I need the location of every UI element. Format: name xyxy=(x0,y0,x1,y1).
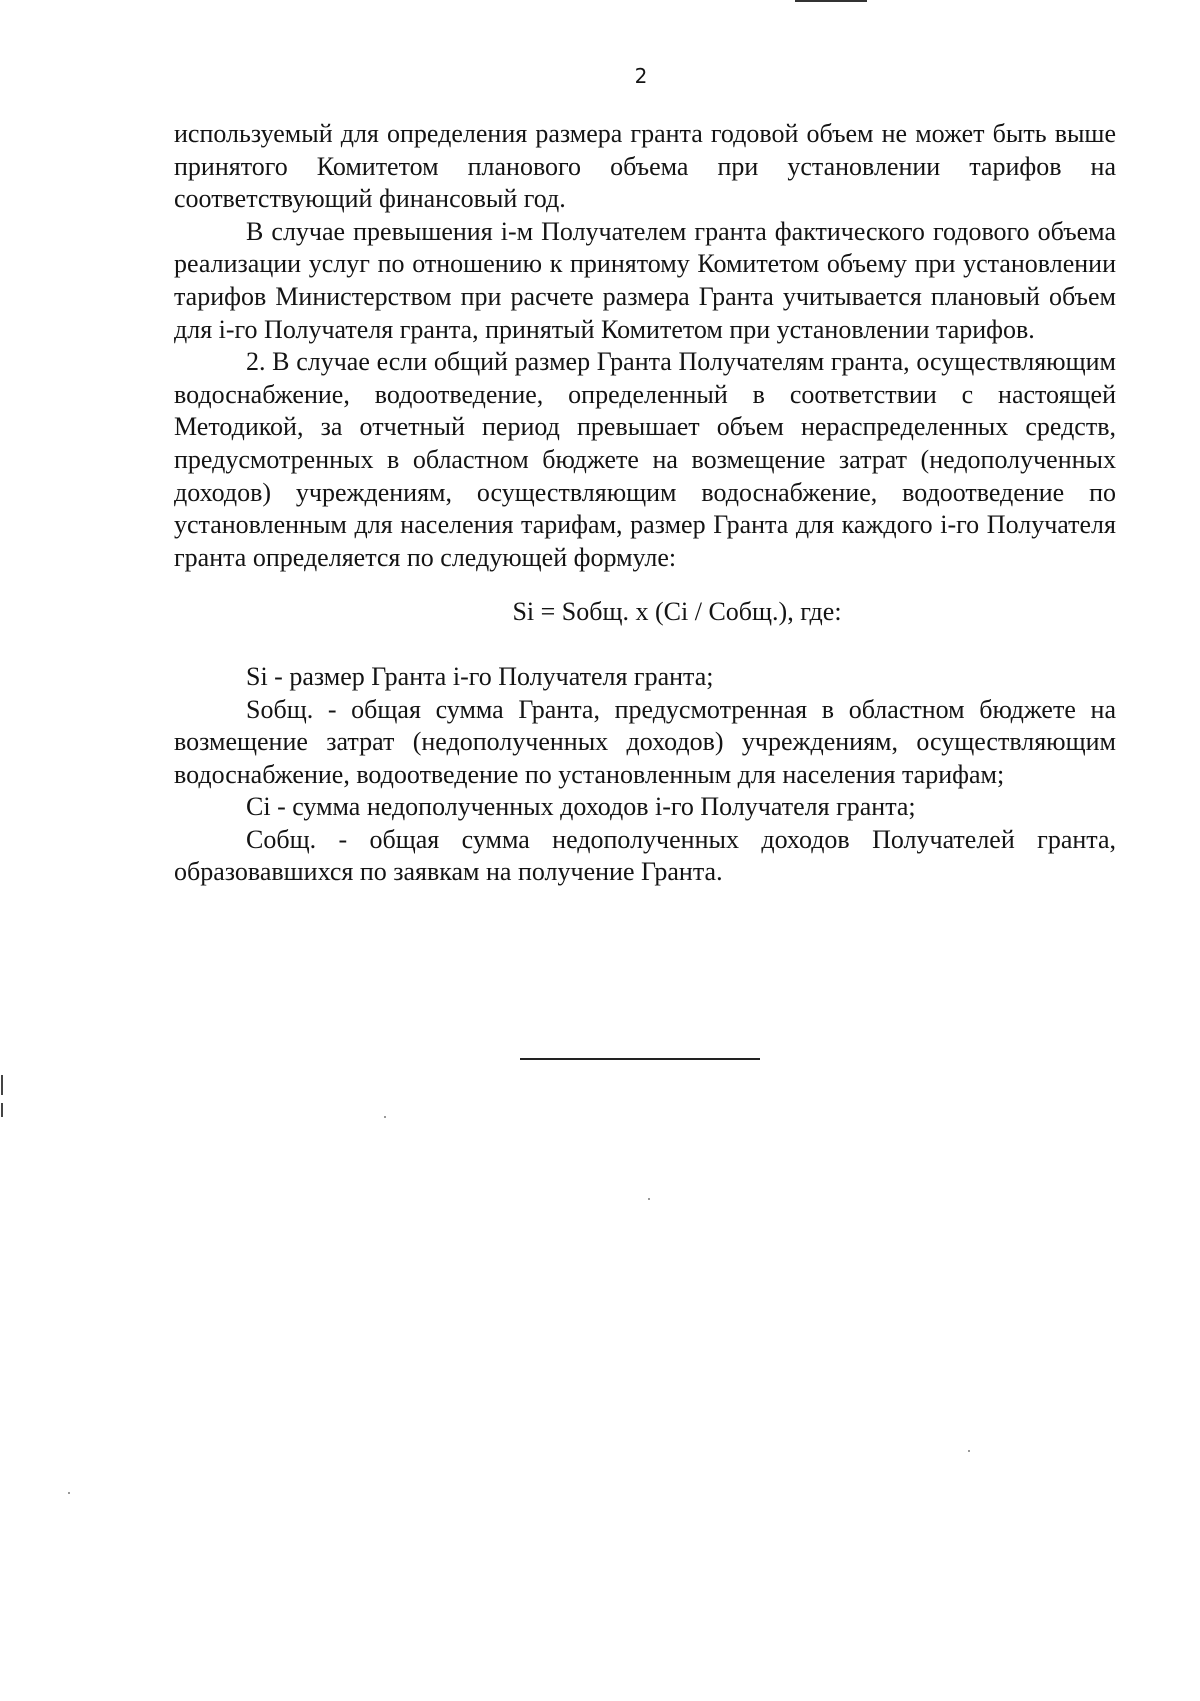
paragraph-continuation: используемый для определения размера гранта годовой объем не может быть выше принятого Комитетом планового объема при установлении тарифов на соответствующий финансовый год. xyxy=(174,119,1116,214)
top-edge-rule xyxy=(795,0,867,2)
definition-c-total: Собщ. - общая сумма недополученных доходов Получателей гранта, образовавшихся по заявкам на получение Гранта. xyxy=(174,824,1116,887)
definition-ci: Сi - сумма недополученных доходов i-го Получателя гранта; xyxy=(246,792,916,822)
definition-s-total: Sобщ. - общая сумма Гранта, предусмотренная в областном бюджете на возмещение затрат (недополученных доходов) учреждениям, осуществляющим водоснабжение, водоотведение по установленным для населения тарифам; xyxy=(174,694,1116,789)
definition-si: Si - размер Гранта i-го Получателя гранта; xyxy=(246,661,714,691)
scan-margin-mark xyxy=(1,1103,3,1117)
page-number: 2 xyxy=(634,64,648,88)
paragraph-excess-volume: В случае превышения i-м Получателем гранта фактического годового объема реализации услуг по отношению к принятому Комитетом объему при установлении тарифов Министерством при расчете размера Гранта учитывается плановый объем для i-го Получателя гранта, принятый Комитетом при установлении тарифов. xyxy=(174,216,1116,344)
paragraph-clause-2: 2. В случае если общий размер Гранта Получателям гранта, осуществляющим водоснабжение, водоотведение, определенный в соответствии с настоящей Методикой, за отчетный период превышает объем нераспределенных средств, предусмотренных в областном бюджете на возмещение затрат (недополученных доходов) учреждениям, осуществляющим водоснабжение, водоотведение по установленным для населения тарифам, размер Гранта для каждого i-го Получателя гранта определяется по следующей формуле: xyxy=(174,347,1116,572)
grant-formula: Si = Sобщ. x (Сi / Собщ.), где: xyxy=(512,597,842,627)
end-of-text-rule xyxy=(520,1058,760,1060)
scan-speck xyxy=(968,1450,970,1452)
scan-speck xyxy=(648,1198,650,1200)
scan-speck xyxy=(68,1492,70,1494)
document-body xyxy=(174,118,1116,889)
scan-margin-mark xyxy=(1,1075,3,1095)
scan-speck xyxy=(384,1116,386,1118)
